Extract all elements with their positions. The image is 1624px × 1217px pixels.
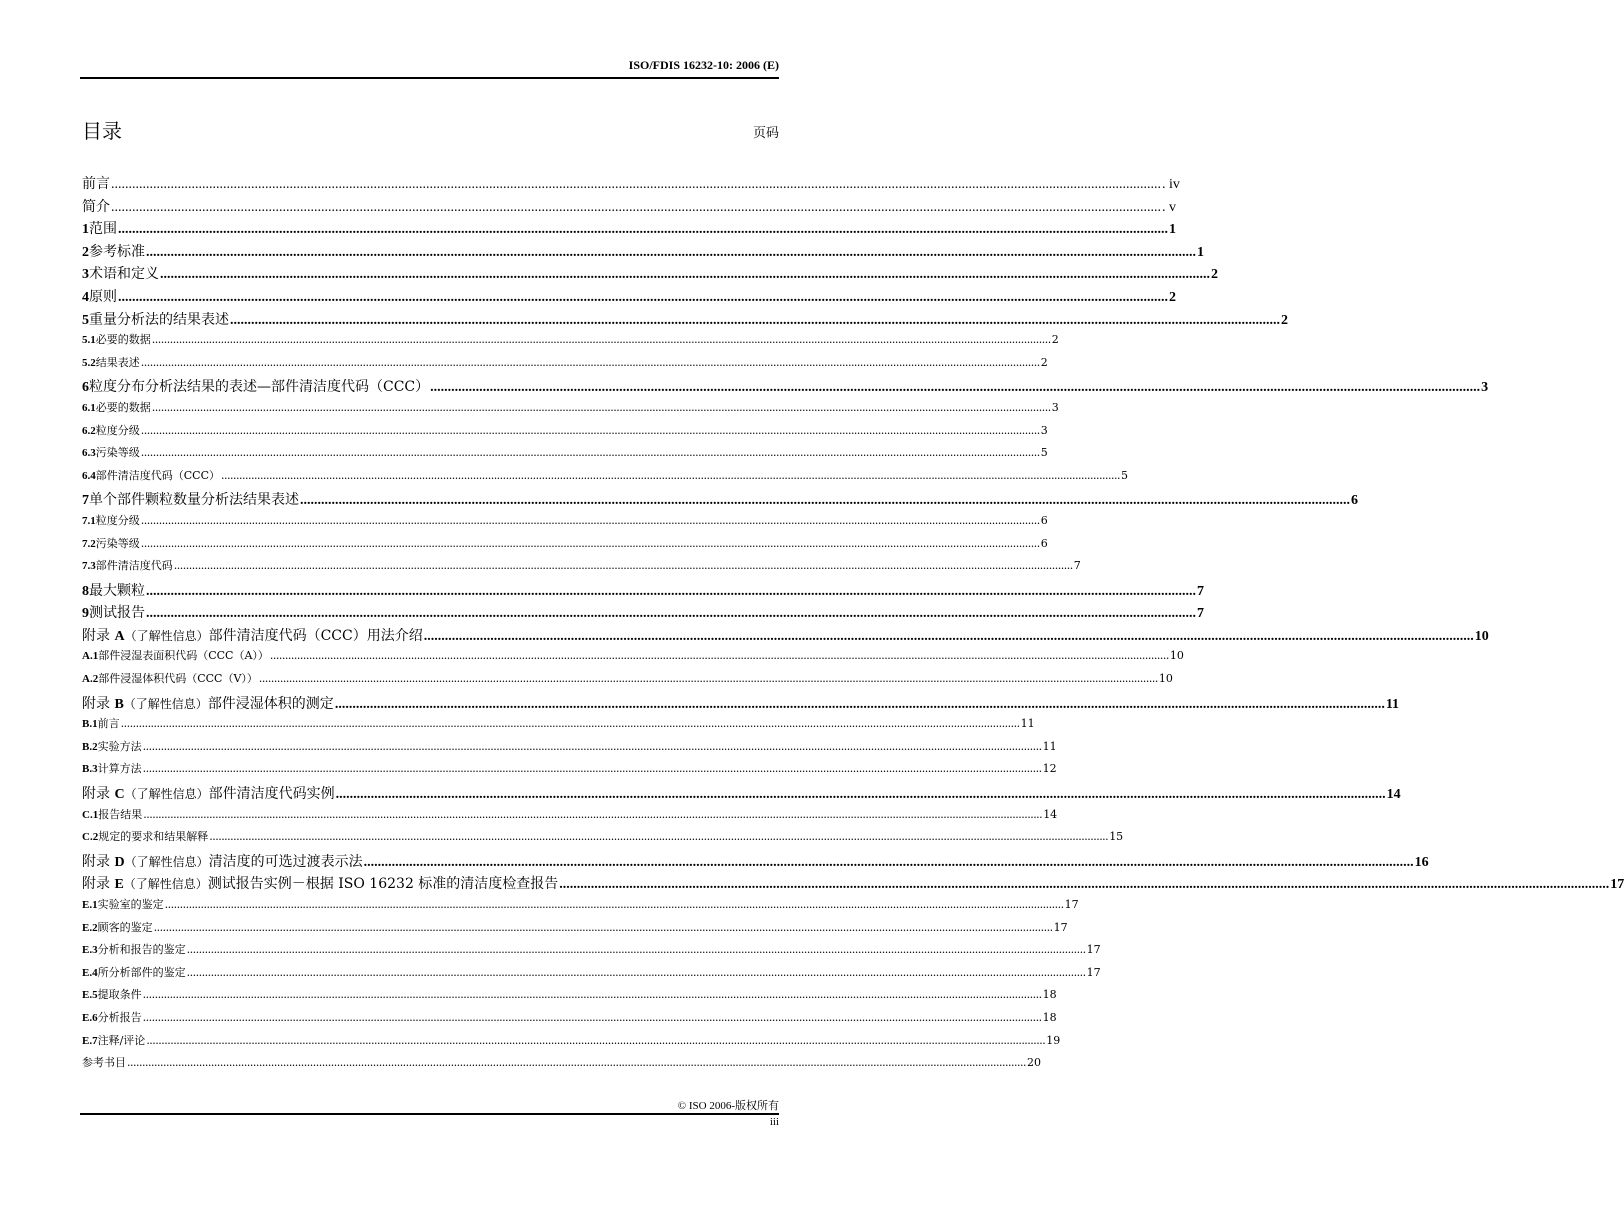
- toc-entry-title: 污染等级: [95, 446, 140, 460]
- dot-leader: ............................................................................................................................................................................................................................................................................................................: [423, 628, 1474, 644]
- toc-entry[interactable]: [82, 467, 1128, 490]
- toc-entry[interactable]: [82, 1032, 1061, 1055]
- toc-entry[interactable]: [82, 851, 1429, 874]
- toc-entry[interactable]: [82, 309, 1288, 332]
- toc-entry[interactable]: [82, 986, 1057, 1009]
- toc-entry-title: [82, 873, 558, 893]
- toc-entry[interactable]: [82, 738, 1057, 761]
- toc-entry[interactable]: [82, 828, 1124, 851]
- toc-entry[interactable]: [82, 964, 1101, 987]
- toc-entry-page: 10: [1158, 672, 1173, 686]
- toc-entry[interactable]: [82, 896, 1079, 919]
- toc-entry-title: [82, 783, 335, 803]
- toc-entry-number: A.1: [82, 650, 99, 663]
- dot-leader: ............................................................................................................................................................................................................................................................................................................: [230, 312, 1280, 328]
- toc-entry-page: 2: [1169, 289, 1176, 305]
- page-column-label: 页码: [752, 126, 779, 141]
- dot-leader: ............................................................................................................................................................................................................................................................................................................: [186, 943, 1086, 957]
- toc-entry-number: C.1: [82, 808, 99, 821]
- toc-entry[interactable]: [82, 873, 1624, 896]
- annex-info: （了解性信息）: [124, 854, 209, 869]
- dot-leader: ............................................................................................................................................................................................................................................................................................................: [127, 1056, 1026, 1070]
- toc-entry-number: 6.2: [82, 424, 96, 437]
- dot-leader: ............................................................................................................................................................................................................................................................................................................: [221, 468, 1120, 482]
- toc-entry-page: 11: [1020, 717, 1035, 731]
- toc-entry-title: 污染等级: [95, 536, 140, 550]
- page-number: iii: [769, 1116, 779, 1128]
- toc-entry[interactable]: [82, 941, 1101, 964]
- toc-entry-number: C.2: [82, 831, 99, 844]
- dot-leader: ............................................................................................................................................................................................................................................................................................................: [140, 355, 1040, 369]
- toc-entry-title: 分析和报告的鉴定: [97, 943, 186, 957]
- dot-leader: ............................................................................................................................................................................................................................................................................................................: [363, 854, 1414, 870]
- dot-leader: ............................................................................................................................................................................................................................................................................................................: [142, 739, 1042, 753]
- dot-leader: ............................................................................................................................................................................................................................................................................................................: [143, 807, 1043, 821]
- toc-entry[interactable]: [82, 422, 1048, 445]
- annex-title: 部件清洁度代码实例: [208, 786, 335, 803]
- toc-entry-number: 7.2: [82, 537, 96, 550]
- annex-title: 测试报告实例－根据 ISO 16232 标准的清洁度检查报告: [207, 876, 559, 893]
- toc-entry-title: 粒度分级: [95, 423, 140, 437]
- toc-entry-number: E.2: [82, 921, 98, 934]
- toc-entry-page: 17: [1064, 898, 1079, 911]
- toc-entry-page: 16: [1414, 854, 1429, 870]
- toc-entry-page: . iv: [1162, 177, 1180, 192]
- dot-leader: ............................................................................................................................................................................................................................................................................................................: [142, 762, 1042, 776]
- toc-entry-page: 10: [1169, 649, 1184, 663]
- toc-entry-page: 10: [1474, 628, 1489, 644]
- toc-entry-page: 12: [1042, 762, 1057, 776]
- toc-entry[interactable]: [82, 399, 1059, 422]
- toc-entry-title: 结果表述: [95, 355, 140, 369]
- annex-letter: B: [114, 696, 124, 712]
- toc-title: 目录: [82, 119, 122, 143]
- toc-entry-number: 6.4: [82, 469, 96, 482]
- document-id: ISO/FDIS 16232-10: 2006 (E): [628, 58, 779, 72]
- toc-entry-page: 18: [1042, 988, 1057, 1002]
- toc-entry-number: 5: [82, 312, 89, 328]
- toc-entry[interactable]: [82, 286, 1176, 309]
- dot-leader: ............................................................................................................................................................................................................................................................................................................: [209, 830, 1109, 844]
- toc-entry-title: 必要的数据: [95, 400, 151, 414]
- toc-entry-number: E.1: [82, 899, 98, 911]
- dot-leader: ............................................................................................................................................................................................................................................................................................................: [111, 177, 1161, 192]
- toc-entry-number: 7.3: [82, 560, 96, 573]
- toc-entry-page: 17: [1610, 877, 1624, 893]
- dot-leader: ............................................................................................................................................................................................................................................................................................................: [146, 244, 1196, 260]
- dot-leader: ............................................................................................................................................................................................................................................................................................................: [146, 1033, 1046, 1047]
- toc-entry[interactable]: [82, 354, 1048, 377]
- toc-entry-page: 11: [1385, 696, 1400, 712]
- toc-entry-number: E.7: [82, 1034, 98, 1047]
- toc-entry-title: 参考书目: [82, 1056, 126, 1070]
- toc-entry-page: 1: [1169, 222, 1176, 238]
- annex-prefix: 附录: [82, 853, 115, 870]
- toc-entry-page: 2: [1051, 333, 1059, 347]
- toc-entry-title: 原则: [89, 288, 117, 305]
- toc-entry-page: 11: [1042, 739, 1057, 753]
- dot-leader: ............................................................................................................................................................................................................................................................................................................: [140, 536, 1040, 550]
- dot-leader: ............................................................................................................................................................................................................................................................................................................: [118, 222, 1168, 238]
- toc-entry-page: 5: [1040, 446, 1048, 460]
- dot-leader: ............................................................................................................................................................................................................................................................................................................: [300, 493, 1350, 509]
- toc-entry-title: 实验方法: [97, 739, 142, 753]
- toc-entry-title: 前言: [97, 717, 120, 731]
- dot-leader: ............................................................................................................................................................................................................................................................................................................: [334, 696, 1385, 712]
- toc-entry[interactable]: [82, 580, 1204, 603]
- toc-entry-page: 15: [1109, 830, 1124, 844]
- toc-entry-title: 部件清洁度代码: [95, 559, 173, 573]
- toc-entry-page: 1: [1197, 244, 1204, 260]
- dot-leader: ............................................................................................................................................................................................................................................................................................................: [269, 649, 1169, 663]
- toc-entry-title: 范围: [89, 221, 117, 238]
- toc-entry[interactable]: [82, 1009, 1057, 1032]
- dot-leader: ............................................................................................................................................................................................................................................................................................................: [142, 988, 1042, 1002]
- toc-entry[interactable]: [82, 489, 1358, 512]
- annex-prefix: 附录: [82, 786, 115, 803]
- toc-entry-title: 测试报告: [89, 605, 145, 622]
- dot-leader: ............................................................................................................................................................................................................................................................................................................: [120, 717, 1020, 731]
- toc-entry-page: 3: [1051, 400, 1059, 414]
- header-rule: [80, 77, 779, 79]
- toc-entry-title: [82, 851, 363, 871]
- toc-entry[interactable]: [82, 173, 1180, 196]
- dot-leader: ............................................................................................................................................................................................................................................................................................................: [153, 920, 1053, 934]
- toc-entry-title: 术语和定义: [89, 266, 159, 283]
- toc-entry-page: 2: [1281, 312, 1288, 328]
- dot-leader: ............................................................................................................................................................................................................................................................................................................: [151, 333, 1051, 347]
- toc-entry-number: E.3: [82, 944, 98, 957]
- toc-entry-title: 顾客的鉴定: [97, 920, 153, 934]
- annex-letter: D: [114, 854, 125, 870]
- annex-letter: C: [114, 787, 125, 803]
- toc-entry-title: 报告结果: [98, 807, 143, 821]
- toc-entry-page: 5: [1120, 468, 1128, 482]
- footer-rule: [80, 1113, 779, 1115]
- annex-title: 部件浸湿体积的测定: [207, 695, 334, 712]
- toc-entry[interactable]: [82, 647, 1184, 670]
- toc-entry[interactable]: [82, 760, 1057, 783]
- toc-entry[interactable]: [82, 1054, 1041, 1077]
- toc-entry-title: 单个部件颗粒数量分析法结果表述: [89, 492, 299, 509]
- dot-leader: ............................................................................................................................................................................................................................................................................................................: [140, 446, 1040, 460]
- annex-title: 部件清洁度代码（CCC）用法介绍: [208, 627, 423, 644]
- toc-entry-title: 简介: [82, 198, 110, 215]
- dot-leader: ............................................................................................................................................................................................................................................................................................................: [430, 380, 1481, 396]
- dot-leader: ............................................................................................................................................................................................................................................................................................................: [146, 583, 1196, 599]
- toc-entry[interactable]: [82, 218, 1176, 241]
- toc-entry-page: 17: [1053, 920, 1068, 934]
- toc-entry[interactable]: [82, 512, 1048, 535]
- dot-leader: ............................................................................................................................................................................................................................................................................................................: [559, 877, 1610, 893]
- toc-entry-page: 17: [1086, 943, 1101, 957]
- toc-entry-page: 7: [1197, 606, 1204, 622]
- toc-entry-number: 9: [82, 606, 89, 622]
- toc-entry-number: 6: [82, 380, 89, 396]
- toc-entry-title: 注释/评论: [97, 1033, 146, 1047]
- toc-entry[interactable]: [82, 693, 1400, 716]
- toc-entry-title: 部件浸湿表面积代码（CCC（A））: [98, 649, 269, 663]
- toc-entry-page: 3: [1481, 380, 1489, 396]
- toc-entry-number: B.3: [82, 763, 98, 776]
- toc-entry-title: 实验室的鉴定: [97, 898, 164, 911]
- toc-entry-title: 重量分析法的结果表述: [89, 311, 229, 328]
- annex-info: （了解性信息）: [123, 696, 208, 711]
- toc-entry-title: 粒度分级: [95, 513, 140, 527]
- toc-entry[interactable]: [82, 376, 1489, 399]
- toc-entry-page: 2: [1211, 267, 1218, 283]
- annex-prefix: 附录: [82, 627, 115, 644]
- dot-leader: ............................................................................................................................................................................................................................................................................................................: [111, 199, 1161, 215]
- dot-leader: ............................................................................................................................................................................................................................................................................................................: [335, 787, 1386, 803]
- toc-entry-title: 前言: [82, 176, 110, 192]
- dot-leader: ............................................................................................................................................................................................................................................................................................................: [258, 672, 1158, 686]
- toc-entry[interactable]: [82, 444, 1048, 467]
- toc-entry-page: 2: [1040, 355, 1048, 369]
- toc-entry-title: 必要的数据: [95, 333, 151, 347]
- toc-entry-number: 8: [82, 583, 89, 599]
- toc-entry-number: 4: [82, 289, 89, 305]
- toc-entry-number: A.2: [82, 673, 99, 686]
- toc-entry[interactable]: [82, 331, 1059, 354]
- toc-entry[interactable]: [82, 783, 1401, 806]
- toc-entry-title: 粒度分布分析法结果的表述—部件清洁度代码（CCC）: [89, 379, 430, 396]
- toc-entry-title: 最大颗粒: [89, 582, 145, 599]
- toc-entry-number: E.5: [82, 989, 98, 1002]
- toc-entry-page: 14: [1043, 807, 1058, 821]
- toc-entry[interactable]: [82, 625, 1489, 648]
- annex-letter: E: [114, 877, 124, 893]
- toc-entry-title: 提取条件: [97, 988, 142, 1002]
- toc-entry[interactable]: [82, 715, 1035, 738]
- toc-entry-title: 部件浸湿体积代码（CCC（V））: [98, 672, 258, 686]
- toc-entry-number: B.1: [82, 718, 98, 731]
- annex-info: （了解性信息）: [124, 787, 209, 802]
- dot-leader: ............................................................................................................................................................................................................................................................................................................: [151, 400, 1051, 414]
- dot-leader: ............................................................................................................................................................................................................................................................................................................: [140, 423, 1040, 437]
- toc-entry[interactable]: [82, 670, 1173, 693]
- toc-entry[interactable]: [82, 806, 1058, 829]
- toc-entry-title: 计算方法: [97, 762, 142, 776]
- annex-letter: A: [114, 628, 125, 644]
- toc-entry-number: 7: [82, 493, 89, 509]
- toc-entry-title: [82, 693, 334, 713]
- toc-entry-number: 5.1: [82, 334, 96, 347]
- toc-entry-title: 参考标准: [89, 243, 145, 260]
- toc-entry[interactable]: [82, 535, 1048, 558]
- toc-entry[interactable]: [82, 919, 1068, 942]
- toc-entry-page: 17: [1086, 965, 1101, 979]
- toc-entry-title: 分析报告: [97, 1010, 142, 1024]
- toc-entry-page: . v: [1162, 199, 1176, 215]
- annex-info: （了解性信息）: [124, 628, 209, 643]
- dot-leader: ............................................................................................................................................................................................................................................................................................................: [186, 965, 1086, 979]
- toc-entry-number: 5.2: [82, 356, 96, 369]
- annex-info: （了解性信息）: [123, 877, 208, 892]
- dot-leader: ............................................................................................................................................................................................................................................................................................................: [164, 898, 1064, 911]
- toc-entry-number: E.4: [82, 966, 98, 979]
- toc-entry-page: 6: [1040, 513, 1048, 527]
- toc-entry-title: 部件清洁度代码（CCC）: [95, 468, 220, 482]
- toc-entry-page: 18: [1042, 1010, 1057, 1024]
- toc-entry-page: 7: [1197, 583, 1204, 599]
- toc-entry[interactable]: [82, 241, 1204, 264]
- toc-entry-title: 所分析部件的鉴定: [97, 965, 186, 979]
- toc-entry-number: 7.1: [82, 514, 96, 527]
- toc-entry-number: 6.1: [82, 401, 96, 414]
- dot-leader: ............................................................................................................................................................................................................................................................................................................: [160, 267, 1210, 283]
- toc-entry-number: E.6: [82, 1011, 98, 1024]
- dot-leader: ............................................................................................................................................................................................................................................................................................................: [140, 513, 1040, 527]
- toc-entry-number: 3: [82, 267, 89, 283]
- toc-entry-page: 6: [1351, 493, 1358, 509]
- annex-prefix: 附录: [82, 695, 115, 712]
- annex-title: 清洁度的可选过渡表示法: [208, 853, 363, 870]
- dot-leader: ............................................................................................................................................................................................................................................................................................................: [146, 606, 1196, 622]
- toc-entry-number: 6.3: [82, 447, 96, 460]
- toc-entry-number: 2: [82, 244, 89, 260]
- dot-leader: ............................................................................................................................................................................................................................................................................................................: [173, 559, 1073, 573]
- toc-entry[interactable]: [82, 263, 1218, 286]
- toc-entry[interactable]: [82, 557, 1081, 580]
- toc-entry-page: 20: [1026, 1056, 1041, 1070]
- toc-entry-page: 3: [1040, 423, 1048, 437]
- toc-entry-title: [82, 625, 423, 645]
- toc-entry-page: 19: [1046, 1033, 1061, 1047]
- toc-entry-number: B.2: [82, 740, 98, 753]
- copyright-notice: © ISO 2006-版权所有: [677, 1100, 779, 1112]
- dot-leader: ............................................................................................................................................................................................................................................................................................................: [142, 1010, 1042, 1024]
- toc-entry-page: 14: [1386, 787, 1401, 803]
- annex-prefix: 附录: [82, 876, 115, 893]
- toc-entry[interactable]: [82, 196, 1176, 219]
- toc-entry-page: 6: [1040, 536, 1048, 550]
- toc-entry-page: 7: [1073, 559, 1081, 573]
- dot-leader: ............................................................................................................................................................................................................................................................................................................: [118, 289, 1168, 305]
- toc-entry-title: 规定的要求和结果解释: [98, 830, 209, 844]
- toc-entry[interactable]: [82, 602, 1204, 625]
- toc-entry-number: 1: [82, 222, 89, 238]
- table-of-contents: [82, 173, 1624, 1077]
